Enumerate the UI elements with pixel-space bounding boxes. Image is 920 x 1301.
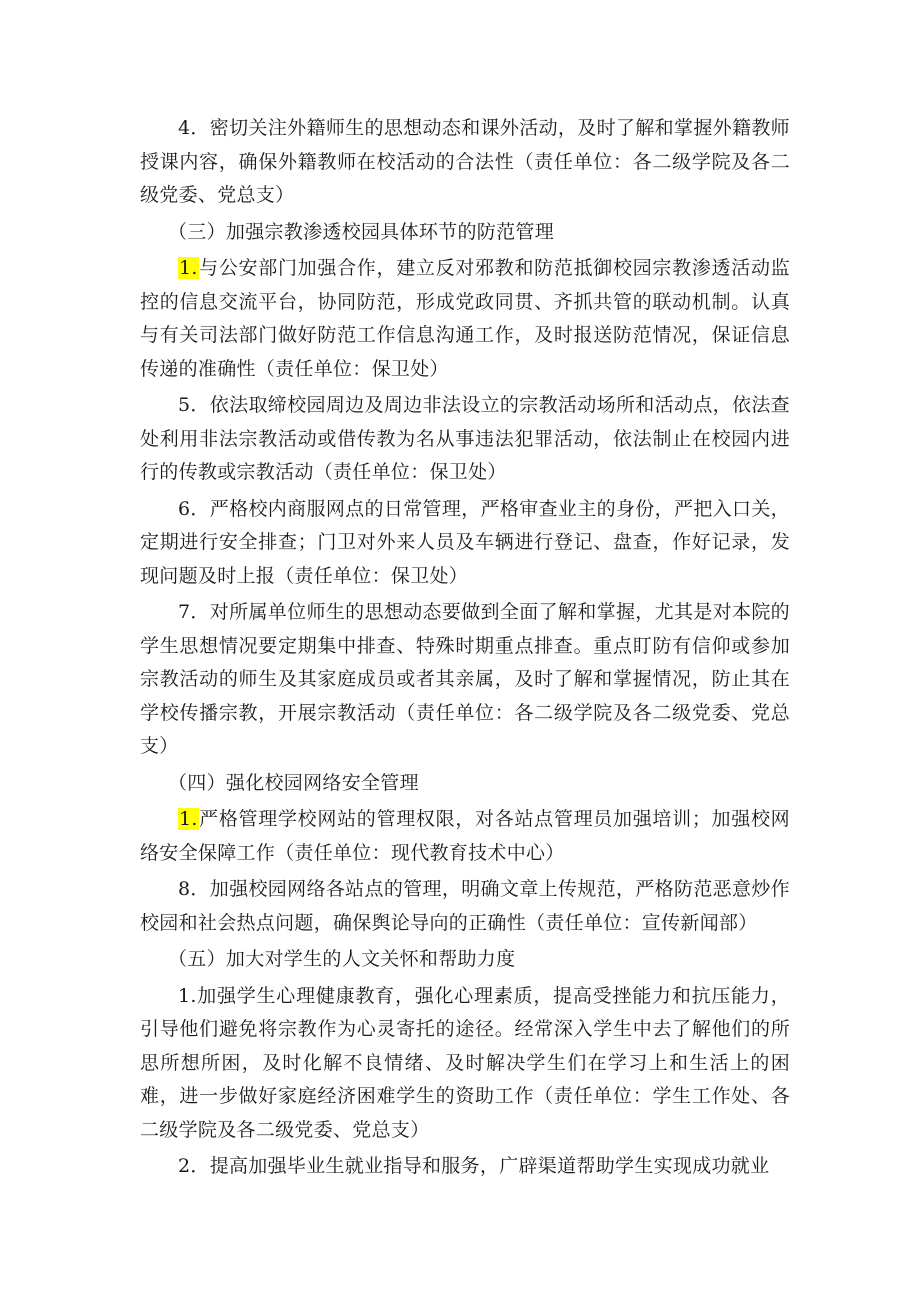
paragraph-item-1-network [140, 803, 790, 870]
paragraph-text: 与公安部门加强合作，建立反对邪教和防范抵御校园宗教渗透活动监控的信息交流平台，协同防范，形成党政同贯、齐抓共管的联动机制。认真与有关司法部门做好防范工作信息沟通工作，及时报送防范情况，保证信息传递的准确性（责任单位：保卫处） [140, 257, 790, 380]
paragraph-item-1-psychology: 1.加强学生心理健康教育，强化心理素质，提高受挫能力和抗压能力，引导他们避免将宗教作为心灵寄托的途径。经常深入学生中去了解他们的所思所想所困，及时化解不良情绪、及时解决学生们在学习上和生活上的困难，进一步做好家庭经济困难学生的资助工作（责任单位：学生工作处、各二级学院及各二级党委、党总支） [140, 984, 790, 1141]
paragraph-text: 严格管理学校网站的管理权限，对各站点管理员加强培训；加强校网络安全保障工作（责任单位：现代教育技术中心） [140, 808, 790, 864]
highlighted-number: 1. [179, 808, 198, 830]
paragraph-item-7: 7．对所属单位师生的思想动态要做到全面了解和掌握，尤其是对本院的学生思想情况要定期集中排查、特殊时期重点排查。重点盯防有信仰或参加宗教活动的师生及其家庭成员或者其亲属，及时了解和掌握情况，防止其在学校传播宗教，开展宗教活动（责任单位：各二级学院及各二级党委、党总支） [140, 601, 790, 757]
paragraph-item-1-cooperation [140, 252, 790, 386]
section-heading-4: （四）强化校园网络安全管理 [168, 771, 419, 794]
paragraph-item-2-employment: 2．提高加强毕业生就业指导和服务，广辟渠道帮助学生实现成功就业 [178, 1155, 770, 1177]
section-heading-3: （三）加强宗教渗透校园具体环节的防范管理 [168, 220, 555, 243]
highlighted-number: 1. [179, 257, 198, 279]
section-heading-5: （五）加大对学生的人文关怀和帮助力度 [168, 948, 516, 970]
paragraph-item-6: 6．严格校内商服网点的日常管理，严格审查业主的身份，严把入口关，定期进行安全排查；门卫对外来人员及车辆进行登记、盘查，作好记录，发现问题及时上报（责任单位：保卫处） [140, 497, 790, 587]
paragraph-item-8: 8．加强校园网络各站点的管理，明确文章上传规范，严格防范恶意炒作校园和社会热点问题，确保舆论导向的正确性（责任单位：宣传新闻部） [140, 878, 790, 934]
document-body [140, 112, 790, 1184]
paragraph-item-4: 4．密切关注外籍师生的思想动态和课外活动，及时了解和掌握外籍教师授课内容，确保外籍教师在校活动的合法性（责任单位：各二级学院及各二级党委、党总支） [140, 117, 790, 206]
paragraph-item-5: 5．依法取缔校园周边及周边非法设立的宗教活动场所和活动点，依法查处利用非法宗教活动或借传教为名从事违法犯罪活动，依法制止在校园内进行的传教或宗教活动（责任单位：保卫处） [140, 394, 790, 483]
